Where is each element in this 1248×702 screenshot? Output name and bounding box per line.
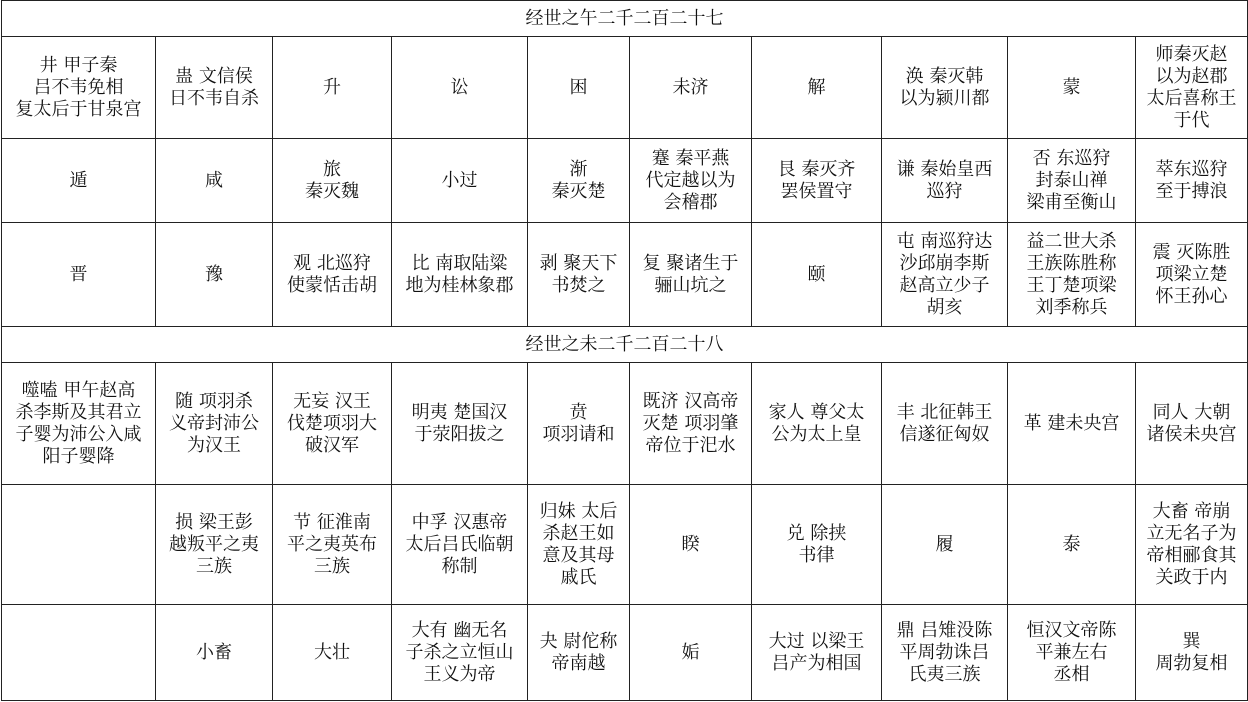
table-cell: 井 甲子秦 吕不韦免相 复太后于甘泉宫 [2, 37, 156, 139]
table-row [2, 363, 1248, 485]
table-cell: 讼 [392, 37, 528, 139]
table-cell: 震 灭陈胜 项梁立楚 怀王孙心 [1136, 223, 1248, 327]
table-cell: 豫 [156, 223, 273, 327]
table-cell: 旅 秦灭魏 [273, 139, 392, 223]
table-cell: 咸 [156, 139, 273, 223]
table-cell: 解 [752, 37, 882, 139]
table-cell: 晋 [2, 223, 156, 327]
table-cell: 颐 [752, 223, 882, 327]
table-cell: 比 南取陆粱 地为桂林象郡 [392, 223, 528, 327]
table-cell: 剥 聚天下 书焚之 [528, 223, 630, 327]
table-cell: 蒙 [1008, 37, 1136, 139]
table-cell: 履 [882, 485, 1008, 605]
table-cell: 噬嗑 甲午赵高 杀李斯及其君立 子婴为沛公入咸 阳子婴降 [2, 363, 156, 485]
table-cell: 家人 尊父太 公为太上皇 [752, 363, 882, 485]
table-cell: 大壮 [273, 605, 392, 701]
section-heading-row [2, 1, 1248, 37]
table-cell: 复 聚诸生于 骊山坑之 [630, 223, 752, 327]
table-cell: 屯 南巡狩达 沙邱崩李斯 赵高立少子 胡亥 [882, 223, 1008, 327]
table-cell: 贲 项羽请和 [528, 363, 630, 485]
table-cell: 大畜 帝崩 立无名子为 帝相郦食其 关政于内 [1136, 485, 1248, 605]
table-cell: 益二世大杀 王族陈胜称 王丁楚项梁 刘季称兵 [1008, 223, 1136, 327]
table-cell: 师秦灭赵 以为赵郡 太后喜称王 于代 [1136, 37, 1248, 139]
table-cell: 困 [528, 37, 630, 139]
table-cell: 睽 [630, 485, 752, 605]
table-cell: 未济 [630, 37, 752, 139]
table-cell: 恒汉文帝陈 平兼左右 丞相 [1008, 605, 1136, 701]
table-cell: 丰 北征韩王 信遂征匈奴 [882, 363, 1008, 485]
table-cell: 归妹 太后 杀赵王如 意及其母 戚氏 [528, 485, 630, 605]
table-cell [2, 605, 156, 701]
table-row [2, 605, 1248, 701]
table-cell: 蛊 文信侯 日不韦自杀 [156, 37, 273, 139]
section-heading: 经世之午二千二百二十七 [2, 1, 1248, 37]
table-cell: 大过 以梁王 吕产为相国 [752, 605, 882, 701]
table-cell: 渐 秦灭楚 [528, 139, 630, 223]
table-cell: 损 梁王彭 越叛平之夷 三族 [156, 485, 273, 605]
table-cell: 巽 周勃复相 [1136, 605, 1248, 701]
chronology-table [1, 0, 1248, 701]
table-cell: 升 [273, 37, 392, 139]
table-cell: 萃东巡狩 至于搏浪 [1136, 139, 1248, 223]
table-cell: 鼎 吕雉没陈 平周勃诛吕 氏夷三族 [882, 605, 1008, 701]
table-cell: 蹇 秦平燕 代定越以为 会稽郡 [630, 139, 752, 223]
table-cell: 谦 秦始皇西 巡狩 [882, 139, 1008, 223]
table-row [2, 37, 1248, 139]
table-cell: 小过 [392, 139, 528, 223]
section-heading-row [2, 327, 1248, 363]
table-cell: 无妄 汉王 伐楚项羽大 破汉军 [273, 363, 392, 485]
table-cell: 小畜 [156, 605, 273, 701]
table-cell: 夬 尉佗称 帝南越 [528, 605, 630, 701]
table-cell: 泰 [1008, 485, 1136, 605]
table-cell: 既济 汉高帝 灭楚 项羽肇 帝位于汜水 [630, 363, 752, 485]
table-cell: 艮 秦灭齐 罢侯置守 [752, 139, 882, 223]
table-cell: 中孚 汉惠帝 太后吕氏临朝 称制 [392, 485, 528, 605]
table-cell: 同人 大朝 诸侯未央宫 [1136, 363, 1248, 485]
table-row [2, 223, 1248, 327]
table-row [2, 139, 1248, 223]
table-cell [2, 485, 156, 605]
table-row [2, 485, 1248, 605]
section-heading: 经世之未二千二百二十八 [2, 327, 1248, 363]
table-cell: 姤 [630, 605, 752, 701]
table-cell: 遁 [2, 139, 156, 223]
table-cell: 革 建未央宫 [1008, 363, 1136, 485]
table-cell: 节 征淮南 平之夷英布 三族 [273, 485, 392, 605]
table-cell: 观 北巡狩 使蒙恬击胡 [273, 223, 392, 327]
table-cell: 兑 除挟 书律 [752, 485, 882, 605]
table-cell: 大有 幽无名 子杀之立恒山 王义为帝 [392, 605, 528, 701]
table-cell: 涣 秦灭韩 以为颍川都 [882, 37, 1008, 139]
table-cell: 明夷 楚国汉 于荥阳拔之 [392, 363, 528, 485]
table-cell: 随 项羽杀 义帝封沛公 为汉王 [156, 363, 273, 485]
table-cell: 否 东巡狩 封泰山禅 梁甫至衡山 [1008, 139, 1136, 223]
